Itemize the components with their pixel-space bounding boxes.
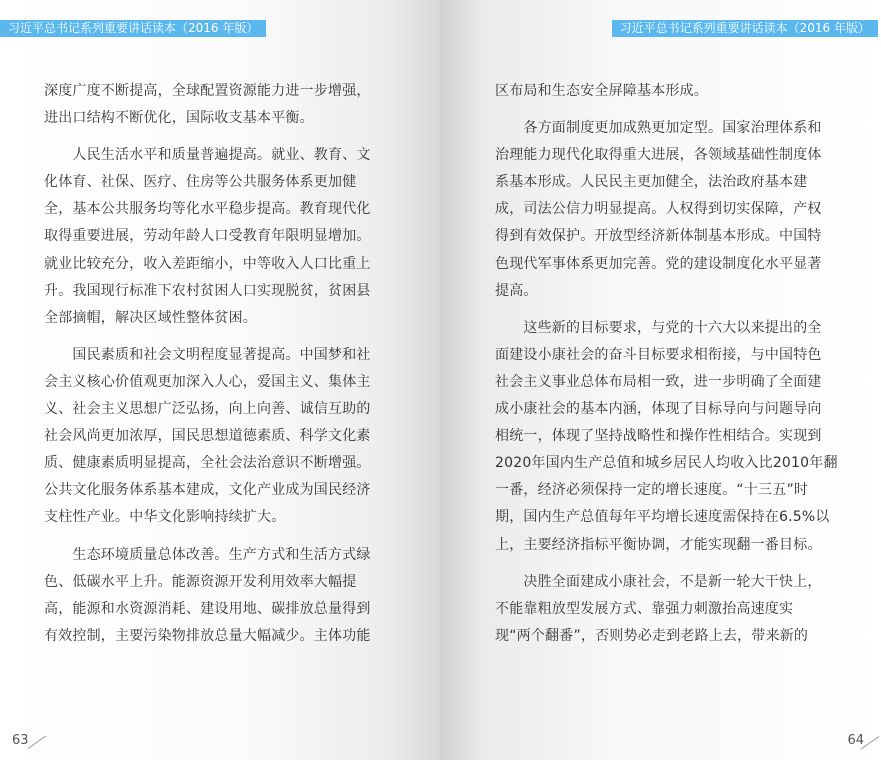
body-text bbox=[495, 78, 838, 650]
text-line: 期，国内生产总值每年平均增长速度需保持在6.5%以 bbox=[495, 509, 830, 526]
page-number: 63 bbox=[12, 733, 29, 748]
paragraph bbox=[495, 315, 838, 559]
body-text bbox=[44, 78, 380, 650]
text-line: 相统一，体现了坚持战略性和操作性相结合。实现到 bbox=[495, 428, 822, 445]
text-line: 成小康社会的基本内涵，体现了目标导向与问题导向 bbox=[495, 401, 822, 418]
text-line: 有效控制，主要污染物排放总量大幅减少。主体功能 bbox=[44, 627, 371, 644]
text-line: 面建设小康社会的奋斗目标要求相衔接，与中国特色 bbox=[495, 346, 822, 363]
text-line: 社会风尚更加浓厚，国民思想道德素质、科学文化素 bbox=[44, 428, 371, 445]
paragraph bbox=[44, 78, 380, 132]
page-corner-mark bbox=[28, 735, 47, 748]
running-header: 习近平总书记系列重要讲话读本（2016 年版） bbox=[0, 20, 266, 37]
text-line: 全部摘帽，解决区域性整体贫困。 bbox=[44, 309, 257, 326]
paragraph bbox=[44, 142, 380, 332]
text-line: 色现代军事体系更加完善。党的建设制度化水平显著 bbox=[495, 255, 822, 272]
text-line: 人民生活水平和质量普遍提高。就业、教育、文 bbox=[44, 147, 371, 164]
paragraph-gap bbox=[495, 305, 831, 315]
running-header: 习近平总书记系列重要讲话读本（2016 年版） bbox=[612, 20, 878, 37]
text-line: 区布局和生态安全屏障基本形成。 bbox=[495, 83, 708, 99]
text-line: 上，主要经济指标平衡协调，才能实现翻一番目标。 bbox=[495, 536, 822, 553]
text-line: 决胜全面建成小康社会，不是新一轮大干快上， bbox=[495, 573, 822, 590]
text-line: 进出口结构不断优化，国际收支基本平衡。 bbox=[44, 110, 314, 127]
text-line: 提高。 bbox=[495, 282, 538, 299]
text-line: 现“两个翻番”，否则势必走到老路上去，带来新的 bbox=[495, 627, 809, 644]
right-page bbox=[440, 0, 881, 760]
paragraph-gap bbox=[495, 105, 831, 115]
paragraph bbox=[44, 542, 380, 650]
text-line: 会主义核心价值观更加深入人心，爱国主义、集体主 bbox=[44, 373, 371, 390]
paragraph-gap bbox=[44, 132, 380, 142]
text-line: 支柱性产业。中华文化影响持续扩大。 bbox=[44, 509, 286, 526]
page-number: 64 bbox=[847, 733, 864, 748]
text-line: 这些新的目标要求，与党的十六大以来提出的全 bbox=[495, 319, 822, 336]
text-line: 国民素质和社会文明程度显著提高。中国梦和社 bbox=[44, 346, 371, 363]
text-line: 义、社会主义思想广泛弘扬，向上向善、诚信互助的 bbox=[44, 401, 371, 418]
text-line: 治理能力现代化取得重大进展，各领域基础性制度体 bbox=[495, 147, 822, 164]
text-line: 质、健康素质明显提高，全社会法治意识不断增强。 bbox=[44, 455, 371, 472]
text-line: 系基本形成。人民民主更加健全，法治政府基本建 bbox=[495, 174, 808, 191]
paragraph bbox=[495, 569, 831, 650]
paragraph bbox=[495, 115, 831, 305]
text-line: 就业比较充分，收入差距缩小，中等收入人口比重上 bbox=[44, 255, 371, 272]
paragraph-gap bbox=[44, 332, 380, 342]
text-line: 色、低碳水平上升。能源资源开发利用效率大幅提 bbox=[44, 573, 357, 590]
text-line: 2020年国内生产总值和城乡居民人均收入比2010年翻 bbox=[495, 455, 838, 472]
paragraph-gap bbox=[44, 532, 380, 542]
text-line: 得到有效保护。开放型经济新体制基本形成。中国特 bbox=[495, 228, 822, 245]
paragraph bbox=[44, 342, 380, 532]
text-line: 一番，经济必须保持一定的增长速度。“十三五”时 bbox=[495, 482, 809, 499]
text-line: 深度广度不断提高，全球配置资源能力进一步增强， bbox=[44, 83, 371, 99]
text-line: 高，能源和水资源消耗、建设用地、碳排放总量得到 bbox=[44, 600, 371, 617]
text-line: 成，司法公信力明显提高。人权得到切实保障，产权 bbox=[495, 201, 822, 218]
text-line: 化体育、社保、医疗、住房等公共服务体系更加健 bbox=[44, 174, 357, 191]
paragraph bbox=[495, 78, 831, 105]
text-line: 各方面制度更加成熟更加定型。国家治理体系和 bbox=[495, 120, 822, 137]
text-line: 不能靠粗放型发展方式、靠强力刺激抬高速度实 bbox=[495, 600, 794, 617]
text-line: 生态环境质量总体改善。生产方式和生活方式绿 bbox=[44, 546, 371, 563]
text-line: 社会主义事业总体布局相一致，进一步明确了全面建 bbox=[495, 373, 822, 390]
text-line: 全，基本公共服务均等化水平稳步提高。教育现代化 bbox=[44, 201, 371, 218]
paragraph-gap bbox=[495, 559, 831, 569]
text-line: 取得重要进展，劳动年龄人口受教育年限明显增加。 bbox=[44, 228, 371, 245]
text-line: 升。我国现行标准下农村贫困人口实现脱贫，贫困县 bbox=[44, 282, 371, 299]
left-page bbox=[0, 0, 440, 760]
text-line: 公共文化服务体系基本建成，文化产业成为国民经济 bbox=[44, 482, 371, 499]
